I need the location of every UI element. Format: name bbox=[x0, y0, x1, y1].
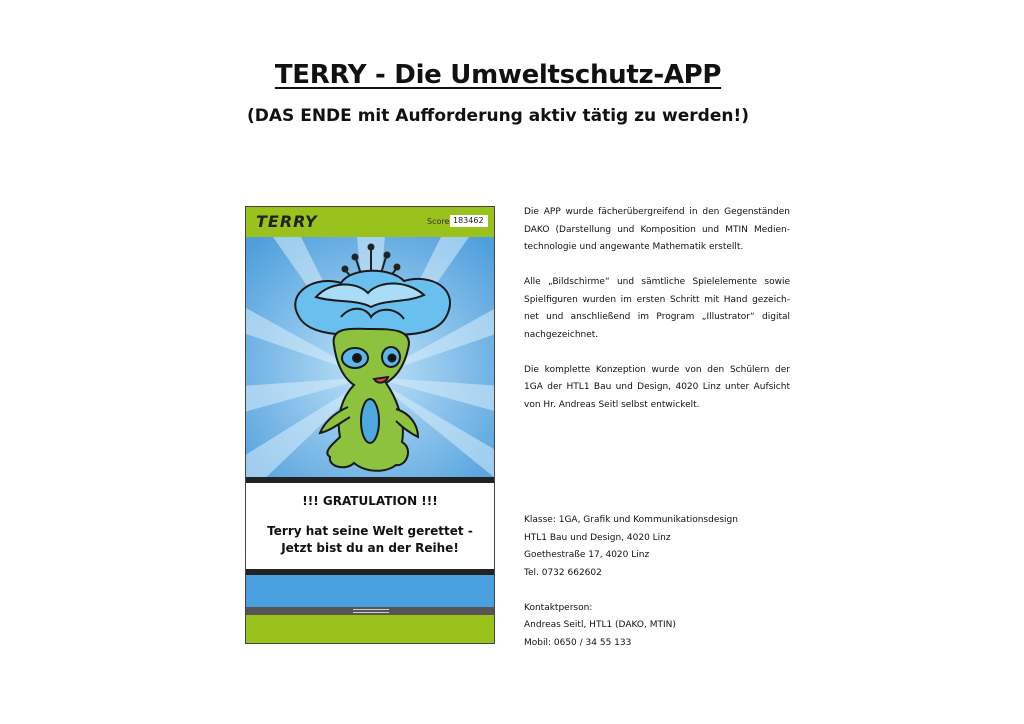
page-title: TERRY - Die Umweltschutz-APP bbox=[274, 60, 722, 90]
contact-phone: Tel. 0732 662602 bbox=[524, 567, 602, 578]
app-logo: TERRY bbox=[256, 212, 318, 231]
contact-street: Goethestraße 17, 4020 Linz bbox=[524, 550, 650, 560]
contact-person-label: Kontaktperson: bbox=[524, 602, 593, 613]
app-footer-strip bbox=[246, 575, 494, 607]
description-paragraph: Die APP wurde fächerübergreifend in den Gegenständen DAKO (Darstellung und Komposition und MTIN Medien-technologie und angewante Mathematik erstellt. bbox=[524, 207, 790, 252]
contact-class: Klasse: 1GA, Grafik und Kommunikationsdesign bbox=[524, 515, 738, 525]
description bbox=[524, 204, 790, 432]
description-paragraph: Die komplette Konzeption wurde von den Schülern der 1GA der HTL1 Bau und Design, 4020 Linz unter Aufsicht von Hr. Andreas Seitl selbst entwickelt. bbox=[524, 364, 790, 410]
message-line-2: Jetzt bist du an der Reihe! bbox=[281, 541, 459, 555]
score-label: Score bbox=[427, 217, 450, 226]
page-subtitle: (DAS ENDE mit Aufforderung aktiv tätig zu werden!) bbox=[247, 106, 749, 126]
app-bottom-bar bbox=[246, 615, 494, 644]
contact-school: HTL1 Bau und Design, 4020 Linz bbox=[524, 532, 671, 543]
contact-mobile: Mobil: 0650 / 34 55 133 bbox=[524, 637, 632, 648]
terry-illustration bbox=[246, 237, 495, 477]
message-heading: !!! GRATULATION !!! bbox=[302, 494, 438, 508]
score-value: 183462 bbox=[450, 215, 488, 227]
contact-person: Andreas Seitl, HTL1 (DAKO, MTIN) bbox=[524, 620, 676, 630]
message-line-1: Terry hat seine Welt gerettet - bbox=[267, 524, 473, 538]
drag-handle-icon bbox=[353, 609, 389, 613]
message-body bbox=[246, 523, 494, 557]
app-screenshot bbox=[245, 206, 495, 644]
app-top-bar bbox=[246, 207, 494, 237]
gratulation-message bbox=[246, 483, 494, 569]
description-paragraph: Alle „Bildschirme“ und sämtliche Spielelemente sowie Spielfiguren wurden im ersten Schritt mit Hand gezeich-net und anschließend im Program „Illustrator“ digital nachgezeichnet. bbox=[524, 277, 790, 340]
contact-info bbox=[524, 512, 804, 652]
